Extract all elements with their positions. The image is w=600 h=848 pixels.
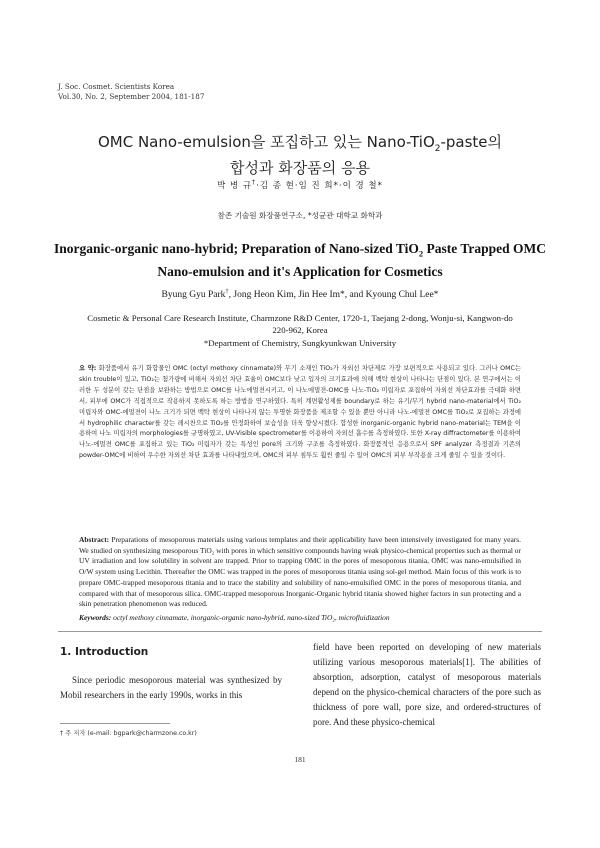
korean-abstract bbox=[79, 364, 521, 462]
english-title bbox=[40, 240, 560, 281]
english-affiliation-line2: 220-962, Korea bbox=[272, 325, 328, 335]
korean-authors-rest: ·김 종 현·임 진 희*·이 경 철* bbox=[256, 181, 383, 191]
korean-affiliation: 참존 기술원 화장품연구소, *성균관 대학교 화학과 bbox=[217, 211, 383, 220]
english-title-line2: Nano-emulsion and it's Application for Cosmetics bbox=[157, 263, 443, 279]
english-affiliation-dept: *Department of Chemistry, Sungkyunkwan University bbox=[203, 338, 397, 348]
korean-title-line1-b: -paste의 bbox=[440, 133, 503, 151]
english-affiliation bbox=[30, 312, 570, 336]
english-authors bbox=[0, 288, 600, 300]
english-title-line1-b: Paste Trapped OMC bbox=[423, 241, 547, 256]
page-number: 181 bbox=[294, 755, 306, 764]
english-authors-rest: , Jong Heon Kim, Jin Hee Im*, and Kyoung Chul Lee* bbox=[228, 290, 439, 301]
journal-volume: Vol.30, No. 2, September 2004, 181-187 bbox=[58, 92, 205, 101]
body-left-column: Since periodic mesoporous material was synthesized by Mobil researchers in the early 1990s, works in this bbox=[60, 675, 282, 700]
section-heading: 1. Introduction bbox=[60, 646, 149, 658]
english-abstract bbox=[79, 535, 521, 610]
korean-title-line2: 합성과 화장품의 응용 bbox=[230, 159, 370, 177]
english-affiliation-line1: Cosmetic & Personal Care Research Institute, Charmzone R&D Center, 1720-1, Taejang 2-dong, Wonju-si, Kangwon-do bbox=[87, 313, 513, 323]
keywords-text: octyl methoxy cinnamate, inorganic-organic nano-hybrid, nano-sized TiO₂, microfluidization bbox=[111, 613, 390, 622]
footnote: † 주 저자 (e-mail: bgpark@charmzone.co.kr) bbox=[60, 730, 197, 737]
keywords bbox=[79, 613, 549, 622]
footnote-rule bbox=[60, 723, 170, 724]
english-abstract-label: Abstract: bbox=[79, 535, 110, 544]
korean-title-line1-a: OMC Nano-emulsion을 포집하고 있는 Nano-TiO bbox=[97, 133, 435, 151]
english-author-mark: † bbox=[225, 288, 229, 295]
english-title-sub: 2 bbox=[418, 248, 424, 259]
korean-abstract-label: 요 약: bbox=[79, 365, 97, 372]
english-title-line1-a: Inorganic-organic nano-hybrid; Preparation of Nano-sized TiO bbox=[53, 241, 419, 256]
english-abstract-text: Preparations of mesoporous materials using various templates and their applicability have been intensively investigated for many years. We studied on synthesizing mesoporous TiO₂ with pores in which sensitive compounds having weak physico-chemical properties such as thermal or UV irradiation and low solubility in solvent are trapped. Prior to trapping OMC in the pores of mesoporous titania, OMC was nano-emulsified in O/W system using Lecithin. Thereafter the OMC was trapped in the pores of mesoporous titania using sol-gel method. Main focus of this work is to prepare OMC-trapped mesoporous titania and to trace the stability and solubility of nano-emulsified OMC in the pores of mesoporous titania, and compared with that of mesoporous silica. OMC-trapped mesoporous Inorganic-Organic hybrid titania showed higher factors in sun protecting and a skin penetration phenomenon was reduced. bbox=[79, 535, 521, 609]
journal-header bbox=[58, 82, 204, 102]
body-right-column: field have been reported on developing of new materials utilizing various mesoporous materials[1]. The abilities of absorption, adsorption, catalyst of mesoporous materials depend on the physico-chemical characters of the pore such as thickness of pore wall, pore size, and ordered-structures of pore. And these physico-chemical bbox=[313, 642, 541, 727]
korean-title-sub: 2 bbox=[434, 144, 441, 154]
english-author-first: Byung Gyu Park bbox=[161, 290, 226, 301]
korean-title bbox=[60, 133, 540, 178]
section-divider bbox=[58, 631, 542, 632]
korean-author-mark: † bbox=[252, 179, 257, 187]
korean-authors bbox=[0, 179, 600, 191]
korean-abstract-text: 화장품에서 유기 화합물인 OMC (octyl methoxy cinnamate)와 무기 소재인 TiO₂가 자외선 차단제로 가장 보편적으로 사용되고 있다. 그러나 OMC는 skin trouble이 있고, TiO₂는 첨가량에 비해서 자외선 차단 효율이 OMC보다 낮고 입자의 크기효과에 의해 백탁 현상이 나타나는 단점이 있다. 본 연구에서는 이러한 두 성분이 갖는 단점을 보완하는 방법으로 OMC를 나노에멀젼시키고, 이 나노에멀젼-OMC를 나노-TiO₂ 미립자로 포집하여 자외선 차단효과를 극대화 하면서, 피부에 OMC가 직접적으로 작용하지 못하도록 하는 방법을 연구하였다. 특히 계면활성제를 boundary로 하는 유기/무기 hybrid nano-material에서 TiO₂ 미립자와 OMC-에멀젼이 나노 크기가 되면 백탁 현상이 나타나지 않는 투명한 화장품을 제조할 수 있을 뿐만 아니라 나노-에멀젼 OMC를 TiO₂로 포집하는 과정에서 hydrophilic character를 갖는 레시찬으로 TiO₂를 안정화하여 보습성을 더욱 향상시켰다. 합성한 inorganic-organic hybrid nano-material는 TEM을 이용하여 나노 미립자의 morphologies를 규명하였고, UV-Visible spectrometer를 이용하여 자외선 흡수를 측정하였다. 또한 X-ray diffractometer를 이용하여 나노-에멀젼 OMC를 포집하고 있는 TiO₂ 미립자가 갖는 특성인 pore의 크기와 구조를 측정하였다. 화장품적인 응용으로서 SPF analyzer 측정결과 기존의 powder-OMC에 비하여 우수한 자외선 차단 효과를 나타내었으며, OMC의 피부 침투도 훨씬 줄일 수 있어 OMC의 피부 부작용을 크게 줄일 수 있을 것이다. bbox=[79, 365, 521, 460]
journal-name: J. Soc. Cosmet. Scientists Korea bbox=[58, 82, 175, 91]
korean-author-first: 박 병 규 bbox=[217, 181, 253, 191]
keywords-label: Keywords: bbox=[79, 613, 112, 622]
